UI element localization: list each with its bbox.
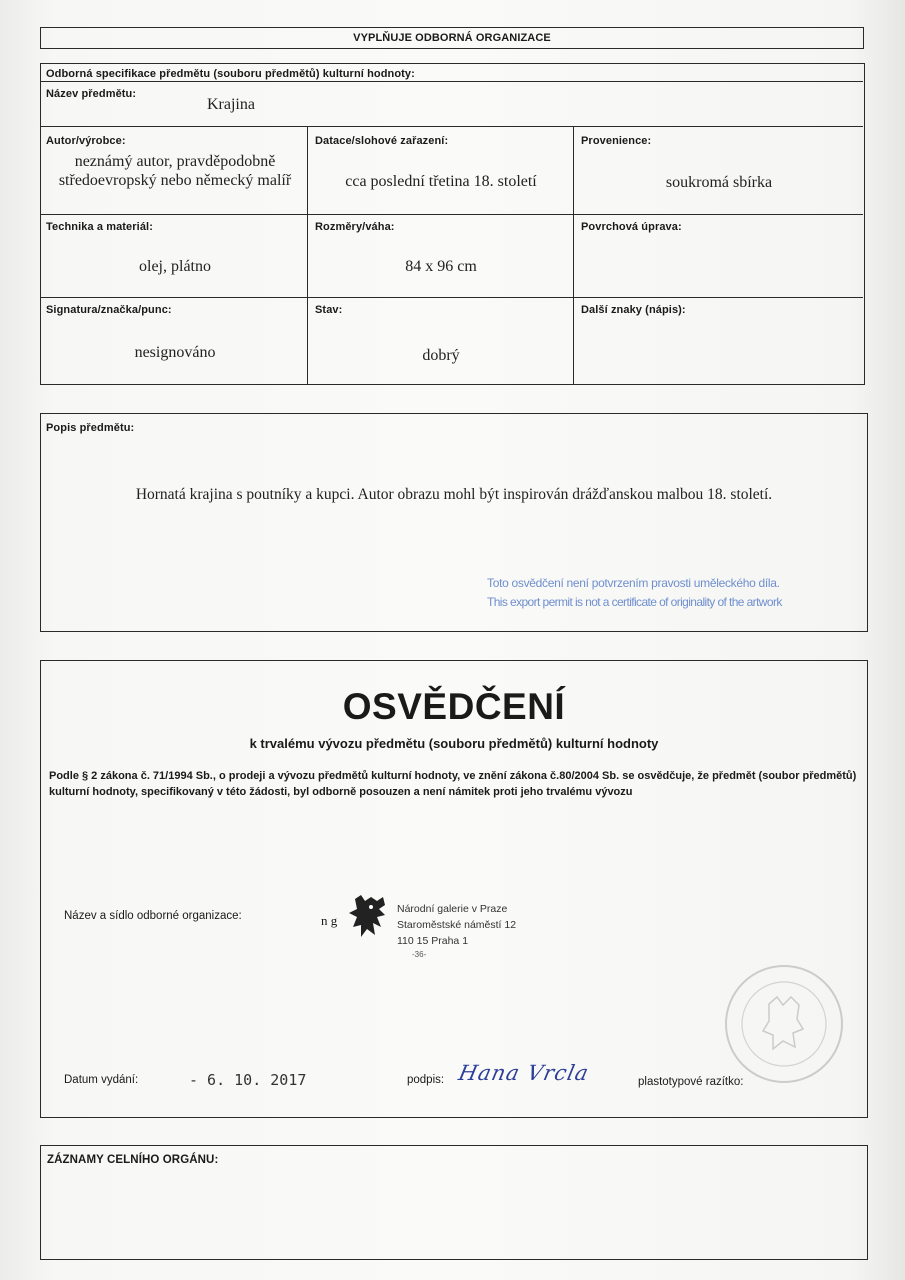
dimensions-value: 84 x 96 cm bbox=[405, 258, 477, 275]
provenance-value: soukromá sbírka bbox=[665, 174, 773, 191]
certificate-box bbox=[40, 660, 868, 1118]
header-bar bbox=[40, 27, 864, 49]
date-value: - 6. 10. 2017 bbox=[189, 1071, 307, 1089]
lion-icon bbox=[347, 893, 391, 941]
signature-label: podpis: bbox=[407, 1074, 445, 1086]
marks-label: Další znaky (nápis): bbox=[581, 304, 686, 316]
technique-label: Technika a materiál: bbox=[46, 221, 153, 233]
date-label: Datum vydání: bbox=[64, 1074, 139, 1086]
dimensions-label: Rozměry/váha: bbox=[315, 221, 395, 233]
author-label: Autor/výrobce: bbox=[46, 135, 126, 147]
seal-label: plastotypové razítko: bbox=[638, 1076, 744, 1088]
org-logo-letters: n g bbox=[321, 913, 338, 928]
certificate-subtitle: k trvalému vývozu předmětu (souboru předmětů) kulturní hodnoty bbox=[249, 736, 659, 751]
org-logo bbox=[321, 897, 393, 943]
dating-label: Datace/slohové zařazení: bbox=[315, 135, 449, 147]
customs-label: ZÁZNAMY CELNÍHO ORGÁNU: bbox=[47, 1154, 219, 1166]
plastotype-seal bbox=[719, 959, 849, 1089]
certificate-body: Podle § 2 zákona č. 71/1994 Sb., o prodeji a vývozu předmětů kulturní hodnoty, ve znění zákona č.80/2004 Sb. se osvědčuje, že předmět (soubor předmětů) kulturní hodnoty, specifikovaný v této žádosti, byl odborně posouzen a není námitek proti jeho trvalému vývozu bbox=[49, 770, 857, 798]
author-value: neznámý autor, pravděpodobně středoevropský nebo německý malíř bbox=[58, 153, 292, 189]
customs-box bbox=[40, 1145, 868, 1260]
state-value: dobrý bbox=[422, 347, 460, 364]
surface-label: Povrchová úprava: bbox=[581, 221, 682, 233]
spec-heading: Odborná specifikace předmětu (souboru předmětů) kulturní hodnoty: bbox=[46, 68, 415, 80]
dating-value: cca poslední třetina 18. století bbox=[345, 173, 537, 190]
signature-label: Signatura/značka/punc: bbox=[46, 304, 172, 316]
disclaimer-stamp-cz: Toto osvědčení není potvrzením pravosti uměleckého díla. bbox=[487, 576, 780, 590]
org-address-line3: 110 15 Praha 1 bbox=[397, 935, 469, 947]
org-label: Název a sídlo odborné organizace: bbox=[64, 910, 242, 922]
provenance-label: Provenience: bbox=[581, 135, 652, 147]
org-address-line2: Staroměstské náměstí 12 bbox=[397, 919, 517, 931]
description-text: Hornatá krajina s poutníky a kupci. Autor obrazu mohl být inspirován drážďanskou malbou 18. století. bbox=[135, 486, 773, 503]
state-label: Stav: bbox=[315, 304, 343, 316]
header-title: VYPLŇUJE ODBORNÁ ORGANIZACE bbox=[353, 32, 551, 44]
signature-value: Hana Vrcla bbox=[456, 1061, 592, 1085]
signature-value: nesignováno bbox=[134, 344, 216, 361]
name-label: Název předmětu: bbox=[46, 88, 137, 100]
name-value: Krajina bbox=[207, 96, 255, 113]
spec-table bbox=[40, 63, 865, 385]
disclaimer-stamp-en: This export permit is not a certificate of originality of the artwork bbox=[487, 595, 782, 609]
org-code: -36- bbox=[412, 950, 427, 959]
org-address-line1: Národní galerie v Praze bbox=[397, 903, 508, 915]
description-box bbox=[40, 413, 868, 632]
description-label: Popis předmětu: bbox=[46, 422, 135, 434]
technique-value: olej, plátno bbox=[139, 258, 211, 275]
certificate-title: OSVĚDČENÍ bbox=[342, 686, 566, 727]
